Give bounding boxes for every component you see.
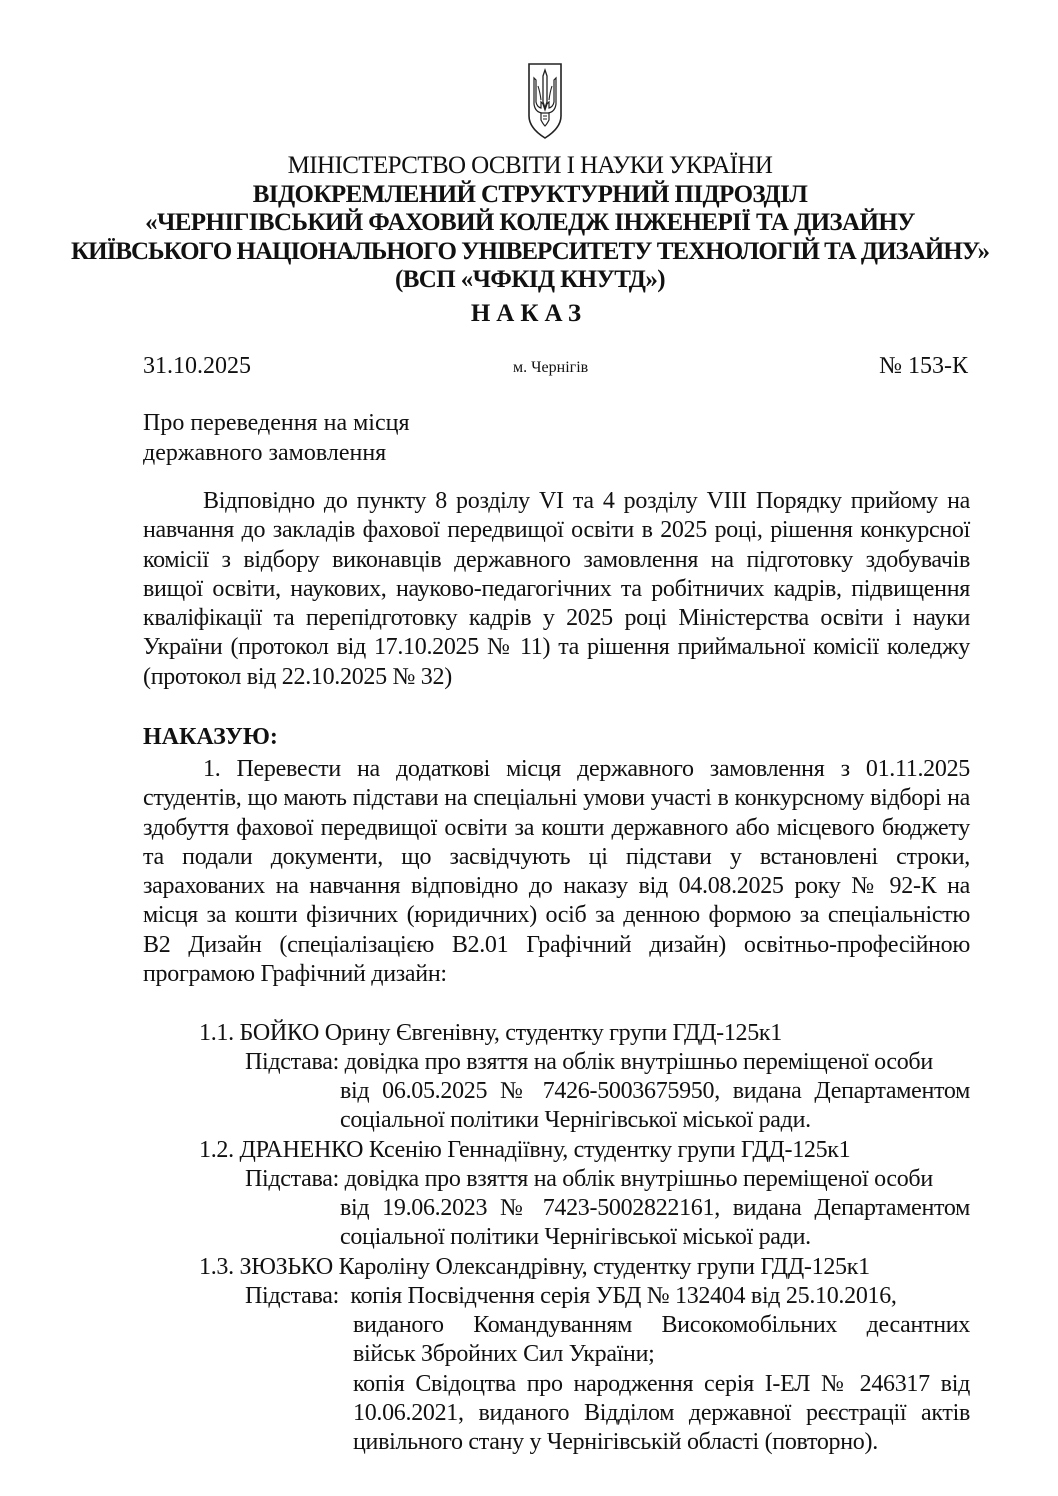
order-meta	[143, 353, 968, 383]
preamble-paragraph: Відповідно до пункту 8 розділу VI та 4 розділу VIII Порядку прийому на навчання до закладів фахової передвищої освіти в 2025 році, рішення конкурсної комісії з відбору виконавців державного замовлення на підготовку здобувачів вищої освіти, наукових, науково-педагогічних та робітничих кадрів, підвищення кваліфікації та перепідготовку кадрів у 2025 році Міністерства освіти і науки України (протокол від 17.10.2025 № 11) та рішення приймальної комісії коледжу (протокол від 22.10.2025 № 32)	[143, 488, 970, 690]
student-1-1-basis: Підстава: довідка про взяття на облік внутрішньо переміщеної особи	[245, 1049, 933, 1075]
order-subject: Про переведення на місця державного замовлення	[143, 410, 410, 466]
student-item-1-1: 1.1. БОЙКО Орину Євгенівну, студентку групи ГДД-125к1	[199, 1020, 782, 1046]
student-1-3-basis: Підстава: копія Посвідчення серія УБД № 132404 від 25.10.2016,	[245, 1283, 897, 1309]
student-item-1-2: 1.2. ДРАНЕНКО Ксенію Геннадіївну, студентку групи ГДД-125к1	[199, 1137, 851, 1163]
ministry-name: МІНІСТЕРСТВО ОСВІТИ І НАУКИ УКРАЇНИ	[287, 152, 773, 179]
order-city: м. Чернігів	[513, 359, 589, 376]
institution-header	[71, 152, 989, 295]
order-item-1: 1. Перевести на додаткові місця державного замовлення з 01.11.2025 студентів, що мають підстави на спеціальні умови участі в конкурсному відборі на здобуття фахової передвищої освіти за кошти державного або місцевого бюджету та подали документи, що засвідчують ці підстави у встановлені строки, зарахованих на навчання відповідно до наказу від 04.08.2025 року № 92-К на місця за кошти фізичних (юридичних) осіб за денною формою за спеціальністю В2 Дизайн (спеціалізацією В2.01 Графічний дизайн) освітньо-професійною програмою Графічний дизайн:	[143, 756, 970, 988]
unit-name: ВІДОКРЕМЛЕНИЙ СТРУКТУРНИЙ ПІДРОЗДІЛ	[252, 180, 808, 208]
ukraine-trident-coat-of-arms-icon	[527, 58, 563, 142]
student-item-1-3: 1.3. ЗЮЗЬКО Кароліну Олександрівну, студентку групи ГДД-125к1	[199, 1254, 870, 1280]
order-number: № 153-К	[879, 353, 968, 379]
orders-label: НАКАЗУЮ:	[143, 724, 278, 750]
college-abbreviation: (ВСП «ЧФКІД КНУТД»)	[394, 266, 666, 293]
student-1-1-basis-cont: від 06.05.2025 № 7426-5003675950, видана Департаментом соціальної політики Чернігівської міської ради.	[340, 1078, 970, 1134]
order-date: 31.10.2025	[143, 353, 251, 379]
student-1-3-basis-cont: виданого Командуванням Високомобільних десантних військ Збройних Сил України; копія Свідоцтва про народження серія І-ЕЛ № 246317 від 10.06.2021, виданого Відділом державної реєстрації актів цивільного стану у Чернігівській області (повторно).	[353, 1312, 970, 1456]
student-1-2-basis: Підстава: довідка про взяття на облік внутрішньо переміщеної особи	[245, 1166, 933, 1192]
college-name-line2: КИЇВСЬКОГО НАЦІОНАЛЬНОГО УНІВЕРСИТЕТУ ТЕХНОЛОГІЙ ТА ДИЗАЙНУ»	[71, 237, 989, 265]
college-name-line1: «ЧЕРНІГІВСЬКИЙ ФАХОВИЙ КОЛЕДЖ ІНЖЕНЕРІЇ ТА ДИЗАЙНУ	[145, 209, 915, 236]
student-1-2-basis-cont: від 19.06.2023 № 7423-5002822161, видана Департаментом соціальної політики Чернігівської міської ради.	[340, 1195, 970, 1251]
order-title: НАКАЗ	[470, 300, 588, 327]
